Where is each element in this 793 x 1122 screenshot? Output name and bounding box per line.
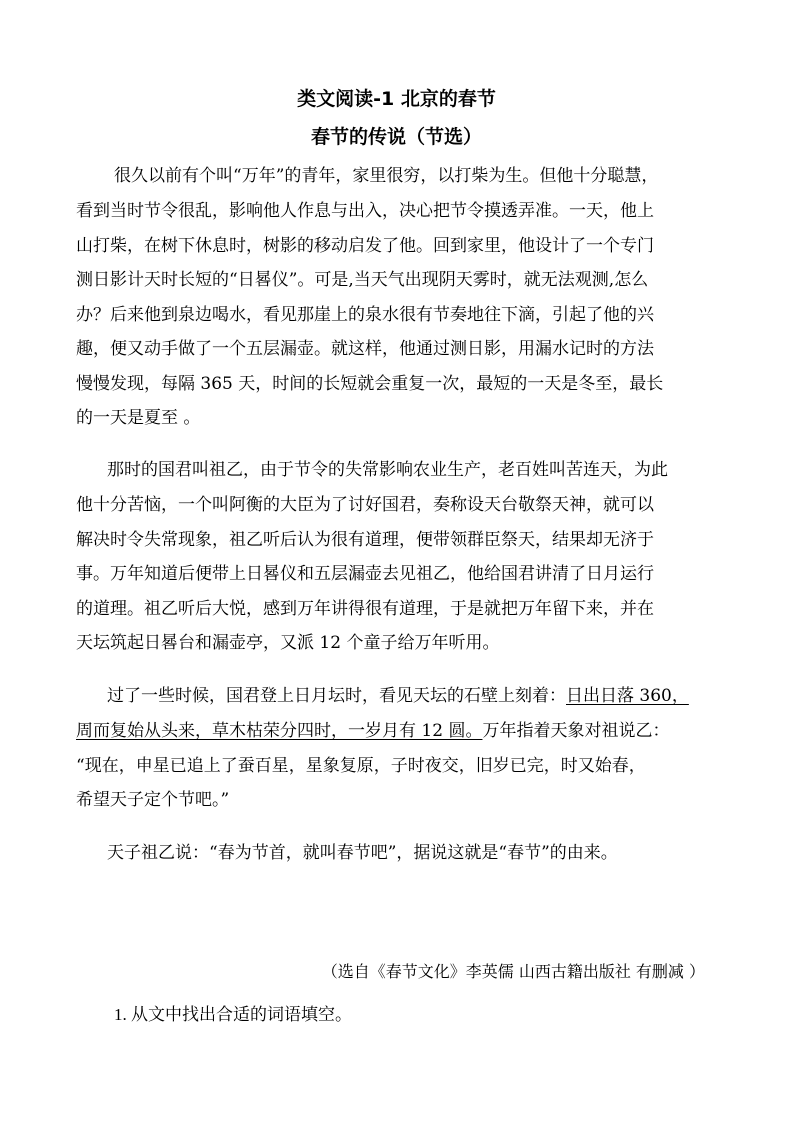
page-subtitle: 春节的传说（节选） (310, 126, 482, 148)
text-span: 万年指着天象对祖说乙： (482, 721, 670, 741)
text-line: 解决时令失常现象，祖乙听后认为很有道理，便带领群臣祭天，结果却无济于 (76, 530, 654, 550)
text-line: 的道理。祖乙听后大悦，感到万年讲得很有道理，于是就把万年留下来，并在 (76, 599, 654, 619)
text-line: 测日影计天时长短的“日晷仪”。可是,当天气出现阴天雾时，就无法观测,怎么 (76, 270, 649, 290)
text-line: 事。万年知道后便带上日晷仪和五层漏壶去见祖乙，他给国君讲清了日月运行 (76, 564, 654, 584)
page-title: 类文阅读-1 北京的春节 (297, 88, 496, 110)
text-line: 山打柴，在树下休息时，树影的移动启发了他。回到家里，他设计了一个专门 (76, 236, 654, 256)
text-line: 天子祖乙说：“春为节首，就叫春节吧”，据说这就是“春节”的由来。 (107, 843, 618, 863)
text-line (107, 684, 689, 708)
text-line: 天坛筑起日晷台和漏壶亭，又派 12 个童子给万年听用。 (76, 633, 500, 653)
question-1: 1. 从文中找出合适的词语填空。 (114, 1005, 352, 1024)
source-note: （选自《春节文化》李英儒 山西古籍出版社 有删减 ） (321, 962, 705, 981)
text-line: 办？后来他到泉边喝水，看见那崖上的泉水很有节奏地往下滴，引起了他的兴 (76, 305, 654, 325)
text-line: 的一天是夏至 。 (76, 408, 201, 428)
text-line: “现在，申星已追上了蚕百星，星象复原，子时夜交，旧岁已完，时又始春， (76, 756, 646, 776)
underlined-quote: 周而复始从头来，草木枯荣分四时，一岁月有 12 圆。 (76, 721, 483, 741)
text-line: 那时的国君叫祖乙，由于节令的失常影响农业生产，老百姓叫苦连天，为此 (107, 460, 668, 480)
text-line: 趣，便又动手做了一个五层漏壶。就这样，他通过测日影，用漏水记时的方法 (76, 339, 654, 359)
text-line: 慢慢发现，每隔 365 天，时间的长短就会重复一次，最短的一天是冬至，最长 (76, 374, 664, 394)
underlined-quote: 日出日落 360， (566, 686, 689, 706)
text-line: 很久以前有个叫“万年”的青年，家里很穷，以打柴为生。但他十分聪慧， (114, 166, 659, 186)
text-line: 希望天子定个节吧。” (76, 790, 230, 810)
text-line: 他十分苦恼，一个叫阿衡的大臣为了讨好国君，奏称设天台敬祭天神，就可以 (76, 495, 654, 515)
text-line: 看到当时节令很乱，影响他人作息与出入，决心把节令摸透弄准。一天，他上 (76, 201, 654, 221)
text-line (76, 719, 669, 743)
text-span: 过了一些时候，国君登上日月坛时，看见天坛的石壁上刻着： (107, 686, 566, 706)
